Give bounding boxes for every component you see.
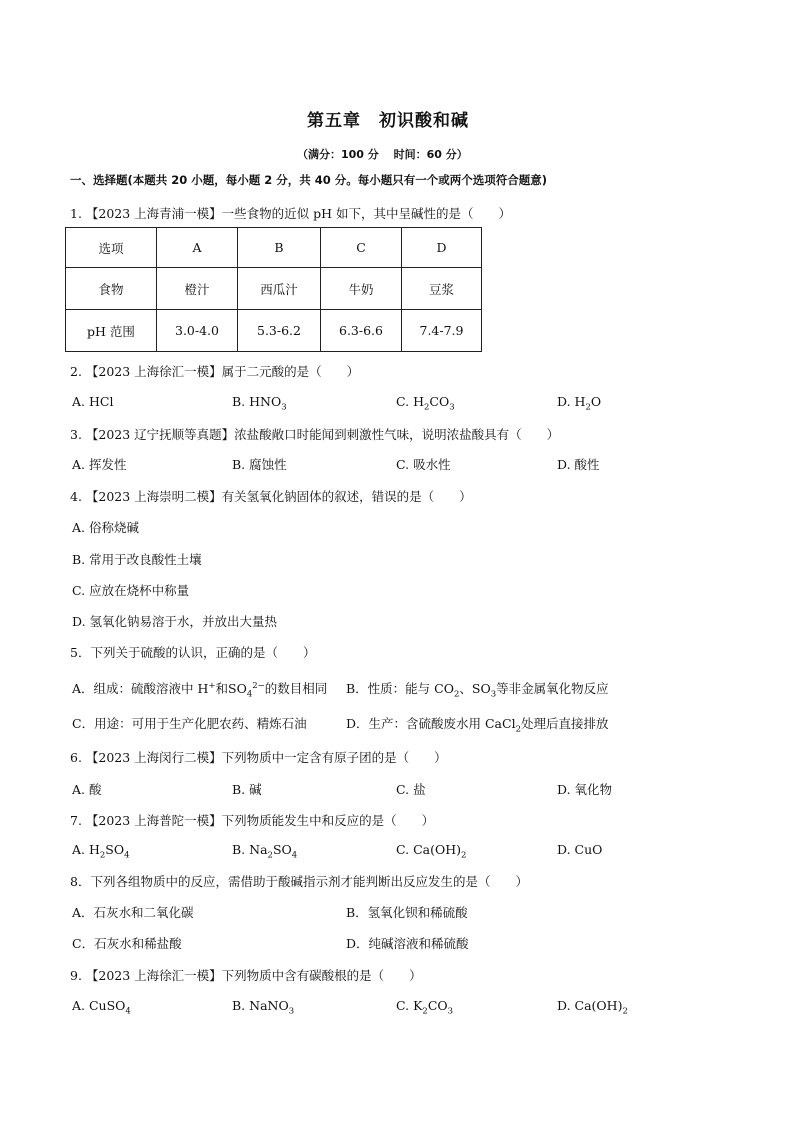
- option-b: B. 碱: [232, 782, 262, 797]
- option-a: A. 挥发性: [72, 457, 127, 472]
- option-b: B. 腐蚀性: [232, 457, 287, 472]
- table-cell: 7.4-7.9: [402, 310, 482, 352]
- option-a: A. 俗称烧碱: [72, 520, 139, 535]
- option-d: D. 氧化物: [557, 782, 613, 797]
- option-d: D. CuO: [557, 842, 603, 857]
- question-8-text: 8．下列各组物质中的反应，需借助于酸碱指示剂才能判断出反应发生的是（ ）: [70, 874, 528, 889]
- option-d: D．生产：含硫酸废水用 CaCl$_2$处理后直接排放: [346, 716, 609, 735]
- option-c: C．石灰水和稀盐酸: [72, 936, 182, 951]
- table-cell: B: [238, 228, 321, 268]
- option-a: A. 酸: [72, 782, 102, 797]
- option-b: B．性质：能与 $CO_2$、$SO_3$等非金属氧化物反应: [346, 681, 609, 700]
- option-d: D. $Ca(OH)_2$: [557, 998, 628, 1017]
- ph-table: [65, 227, 482, 352]
- table-cell: pH 范围: [66, 310, 157, 352]
- option-a: A. $H_2SO_4$: [72, 842, 130, 861]
- option-c: C. 吸水性: [396, 457, 451, 472]
- option-d: D. $H_2O$: [557, 394, 602, 413]
- option-d: D．纯碱溶液和稀硫酸: [346, 936, 469, 951]
- question-1-text: 1. 【2023 上海青浦一模】一些食物的近似 pH 如下，其中呈碱性的是（ ）: [70, 206, 512, 221]
- table-cell: A: [157, 228, 238, 268]
- option-b: B. NaNO$_3$: [232, 998, 295, 1017]
- table-cell: 5.3-6.2: [238, 310, 321, 352]
- option-a: A．石灰水和二氧化碳: [72, 905, 194, 920]
- option-d: D. 酸性: [557, 457, 600, 472]
- table-cell: 牛奶: [321, 268, 402, 310]
- option-c: C．用途：可用于生产化肥农药、精炼石油: [72, 716, 307, 731]
- option-a: A．组成：硫酸溶液中 H+和$SO_4^{2-}$的数目相同: [72, 680, 328, 700]
- table-cell: 选项: [66, 228, 157, 268]
- table-row: [66, 310, 482, 352]
- table-cell: 食物: [66, 268, 157, 310]
- option-c: C. $K_2CO_3$: [396, 998, 454, 1017]
- question-6-text: 6. 【2023 上海闵行二模】下列物质中一定含有原子团的是（ ）: [70, 750, 447, 765]
- question-3-text: 3. 【2023 辽宁抚顺等真题】浓盐酸敞口时能闻到刺激性气味，说明浓盐酸具有（ ）: [70, 427, 560, 442]
- table-cell: 6.3-6.6: [321, 310, 402, 352]
- question-2-text: 2. 【2023 上海徐汇一模】属于二元酸的是（ ）: [70, 364, 360, 379]
- score-time-info: （满分：100 分 时间：60 分）: [297, 148, 468, 161]
- option-b: B. 常用于改良酸性土壤: [72, 552, 202, 567]
- option-c: C. $H_2CO_3$: [396, 394, 455, 413]
- option-b: B．氢氧化钡和稀硫酸: [346, 905, 468, 920]
- table-cell: 豆浆: [402, 268, 482, 310]
- question-7-text: 7. 【2023 上海普陀一模】下列物质能发生中和反应的是（ ）: [70, 813, 435, 828]
- option-c: C. 盐: [396, 782, 426, 797]
- option-c: C. 应放在烧杯中称量: [72, 583, 190, 598]
- option-d: D. 氢氧化钠易溶于水，并放出大量热: [72, 614, 278, 629]
- question-9-text: 9. 【2023 上海徐汇一模】下列物质中含有碳酸根的是（ ）: [70, 968, 422, 983]
- page-title: 第五章 初识酸和碱: [307, 111, 469, 131]
- question-4-text: 4. 【2023 上海崇明二模】有关氢氧化钠固体的叙述，错误的是（ ）: [70, 489, 472, 504]
- option-c: C. $Ca(OH)_2$: [396, 842, 467, 861]
- table-cell: 橙汁: [157, 268, 238, 310]
- section-heading: 一、选择题(本题共 20 小题，每小题 2 分，共 40 分。每小题只有一个或两个选项符合题意): [70, 173, 548, 187]
- option-b: B. $HNO_3$: [232, 394, 287, 413]
- table-cell: C: [321, 228, 402, 268]
- option-b: B. $Na_2SO_4$: [232, 842, 298, 861]
- table-row: [66, 268, 482, 310]
- table-row: [66, 228, 482, 268]
- table-cell: 3.0-4.0: [157, 310, 238, 352]
- option-a: A. CuSO$_4$: [72, 998, 131, 1017]
- option-a: A. HCl: [72, 394, 114, 409]
- table-cell: D: [402, 228, 482, 268]
- table-cell: 西瓜汁: [238, 268, 321, 310]
- question-5-text: 5．下列关于硫酸的认识，正确的是（ ）: [70, 645, 316, 660]
